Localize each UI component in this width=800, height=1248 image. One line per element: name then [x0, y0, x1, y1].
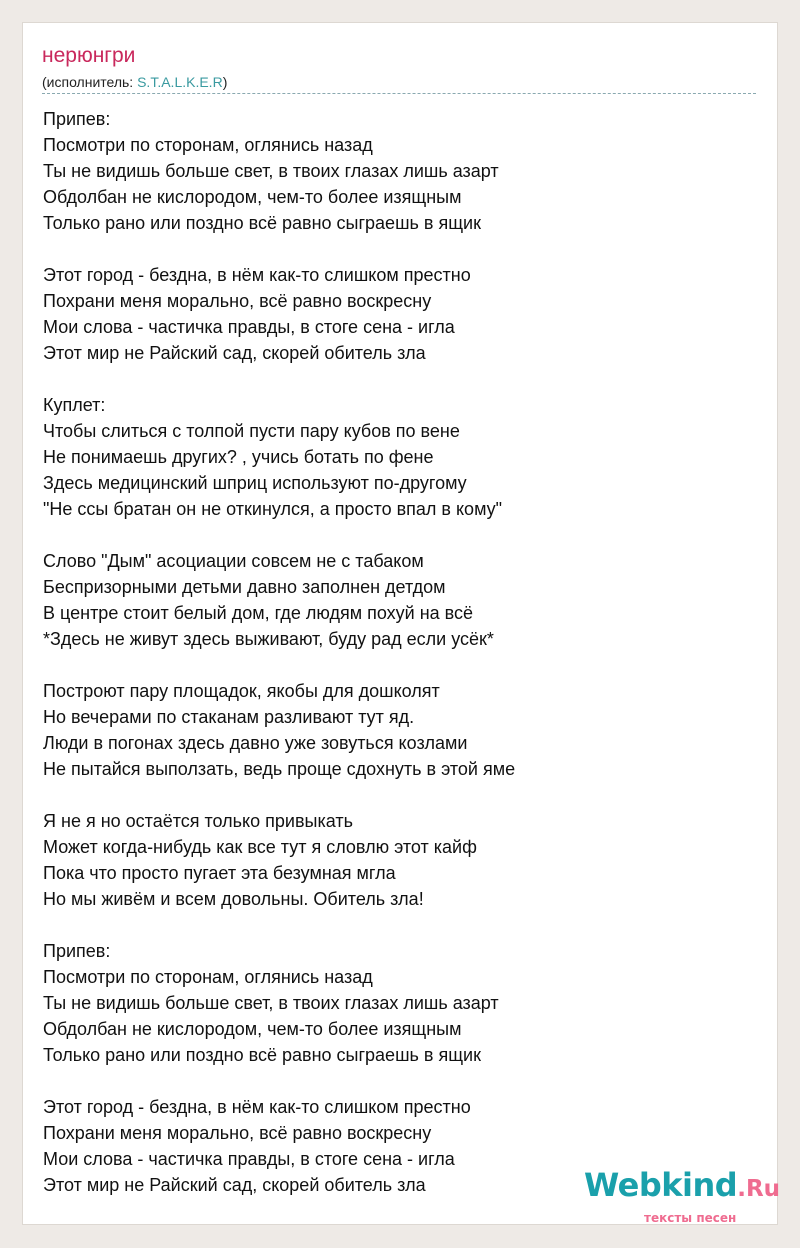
lyric-line: Только рано или поздно всё равно сыграешь в ящик [43, 1045, 481, 1065]
lyric-line: Похрани меня морально, всё равно воскресну [43, 1123, 432, 1143]
lyric-line: Ты не видишь больше свет, в твоих глазах лишь азарт [43, 993, 499, 1013]
webkind-logo[interactable] [584, 1166, 784, 1230]
stanza [43, 106, 515, 236]
lyric-line: Посмотри по сторонам, оглянись назад [43, 135, 373, 155]
lyric-line: Но мы живём и всем довольны. Обитель зла! [43, 889, 424, 909]
stanza [43, 548, 515, 652]
lyric-line: Куплет: [43, 395, 106, 415]
lyric-line: Не понимаешь других? , учись ботать по фене [43, 447, 434, 467]
lyric-line: Но вечерами по стаканам разливают тут яд. [43, 707, 415, 727]
lyric-line: Обдолбан не кислородом, чем-то более изящным [43, 187, 462, 207]
lyric-line: Припев: [43, 941, 111, 961]
lyric-line: Чтобы слиться с толпой пусти пару кубов по вене [43, 421, 460, 441]
lyric-line: Только рано или поздно всё равно сыграешь в ящик [43, 213, 481, 233]
lyric-line: Может когда-нибудь как все тут я словлю этот кайф [43, 837, 477, 857]
lyrics [43, 106, 515, 1224]
lyric-line: Этот город - бездна, в нём как-то слишком престно [43, 1097, 471, 1117]
lyric-line: Беспризорными детьми давно заполнен детдом [43, 577, 446, 597]
lyric-line: "Не ссы братан он не откинулся, а просто впал в кому" [43, 499, 503, 519]
lyric-line: В центре стоит белый дом, где людям похуй на всё [43, 603, 474, 623]
artist-prefix: (исполнитель: [42, 74, 138, 90]
stanza [43, 392, 515, 522]
song-title: нерюнгри [42, 44, 136, 67]
logo-tagline: тексты песен [644, 1211, 737, 1225]
logo-tld: .Ru [737, 1176, 781, 1202]
lyric-line: Не пытайся выползать, ведь проще сдохнуть в этой яме [43, 759, 516, 779]
lyric-line: Обдолбан не кислородом, чем-то более изящным [43, 1019, 462, 1039]
artist-line [42, 74, 227, 90]
stanza [43, 1094, 515, 1198]
lyric-line: Я не я но остаётся только привыкать [43, 811, 353, 831]
stanza [43, 678, 515, 782]
lyric-line: Пока что просто пугает эта безумная мгла [43, 863, 396, 883]
lyric-line: Люди в погонах здесь давно уже зовуться козлами [43, 733, 468, 753]
lyric-line: *Здесь не живут здесь выживают, буду рад если усёк* [43, 629, 494, 649]
lyric-line: Посмотри по сторонам, оглянись назад [43, 967, 373, 987]
lyric-line: Мои слова - частичка правды, в стоге сена - игла [43, 1149, 455, 1169]
logo-main: Webkind [584, 1166, 738, 1204]
artist-suffix: ) [222, 74, 228, 90]
lyric-line: Похрани меня морально, всё равно воскресну [43, 291, 432, 311]
lyric-line: Здесь медицинский шприц используют по-другому [43, 473, 467, 493]
lyric-line: Этот мир не Райский сад, скорей обитель зла [43, 1175, 426, 1195]
divider [42, 93, 756, 94]
stanza [43, 938, 515, 1068]
lyric-line: Этот мир не Райский сад, скорей обитель зла [43, 343, 426, 363]
lyric-line: Мои слова - частичка правды, в стоге сена - игла [43, 317, 455, 337]
lyric-line: Слово "Дым" асоциации совсем не с табаком [43, 551, 424, 571]
logo-wordmark [584, 1166, 781, 1206]
stanza [43, 262, 515, 366]
lyric-line: Построют пару площадок, якобы для дошколят [43, 681, 440, 701]
lyric-line: Припев: [43, 109, 111, 129]
artist-link[interactable]: S.T.A.L.K.E.R [137, 74, 223, 90]
lyric-line: Ты не видишь больше свет, в твоих глазах лишь азарт [43, 161, 499, 181]
stanza [43, 808, 515, 912]
lyric-line: Этот город - бездна, в нём как-то слишком престно [43, 265, 471, 285]
